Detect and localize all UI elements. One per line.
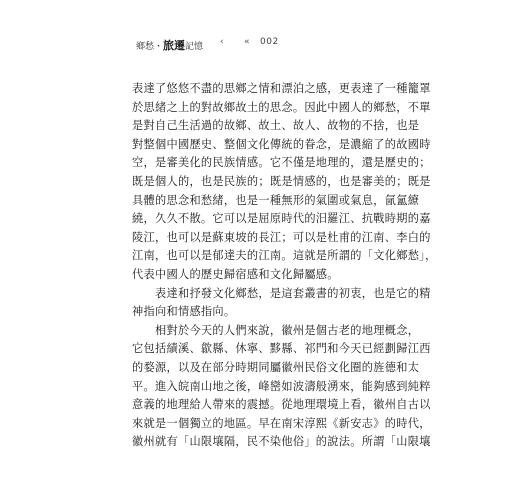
body-line: 來就是一個獨立的地區。早在南宋淳熙《新安志》的時代，: [132, 416, 431, 430]
body-line: 陵江，也可以是蘇東坡的長江；可以是杜甫的江南、李白的: [132, 230, 431, 244]
book-title-part-1: 鄉愁・: [136, 42, 164, 52]
page-body: [132, 80, 437, 452]
body-line: 徽州就有「山限壤隔，民不染他俗」的說法。所謂「山限壤: [132, 435, 431, 449]
body-line: 相對於今天的人們來說，徽州是個古老的地理概念，: [132, 323, 420, 337]
body-line: 既是個人的，也是民族的；既是情感的，也是審美的；既是: [132, 174, 431, 188]
body-line: 的婺源，以及在部分時期同屬徽州民俗文化圈的旌德和太: [132, 360, 420, 374]
body-line: 具體的思念和愁緒，也是一種無形的氣圍或氣息，氤氳繚: [132, 193, 420, 207]
previous-page-icon[interactable]: ‹: [220, 37, 224, 47]
book-title-part-3: 記憶: [185, 42, 204, 52]
page-header: [136, 35, 386, 51]
body-line: 表達和抒發文化鄉愁，是這套叢書的初衷，也是它的精: [132, 286, 431, 300]
first-page-icon[interactable]: «: [244, 37, 250, 47]
book-title: [136, 37, 203, 53]
body-line: 神指向和情感指向。: [132, 305, 236, 319]
book-title-part-2: 旅遷: [163, 39, 186, 52]
body-line: 空，是審美化的民族情感。它不僅是地理的，還是歷史的；: [132, 156, 431, 170]
body-line: 繞，久久不散。它可以是屈原時代的汨羅江、抗戰時期的嘉: [132, 212, 431, 226]
body-line: 江南，也可以是郁達夫的江南。這就是所謂的「文化鄉愁」，: [132, 249, 437, 263]
body-line: 於思緒之上的對故鄉故土的思念。因此中國人的鄉愁，不單: [132, 100, 431, 114]
body-line: 平。進入皖南山地之後，峰巒如波濤般湧來，能夠感到純粹: [132, 379, 431, 393]
body-line: 對整個中國歷史、整個文化傳統的眷念，是濃縮了的故國時: [132, 137, 431, 151]
body-line: 代表中國人的歷史歸宿感和文化歸屬感。: [132, 267, 339, 281]
body-line: 它包括績溪、歙縣、休寧、黟縣、祁門和今天已經劃歸江西: [132, 342, 431, 356]
body-line: 表達了悠悠不盡的思鄉之情和漂泊之感，更表達了一種籠罩: [132, 82, 431, 95]
body-line: 是對自己生活過的故鄉、故土、故人、故物的不捨，也是: [132, 119, 420, 133]
page-number: 002: [260, 37, 279, 47]
body-line: 意義的地理給人帶來的震撼。從地理環境上看，徽州自古以: [132, 398, 431, 412]
